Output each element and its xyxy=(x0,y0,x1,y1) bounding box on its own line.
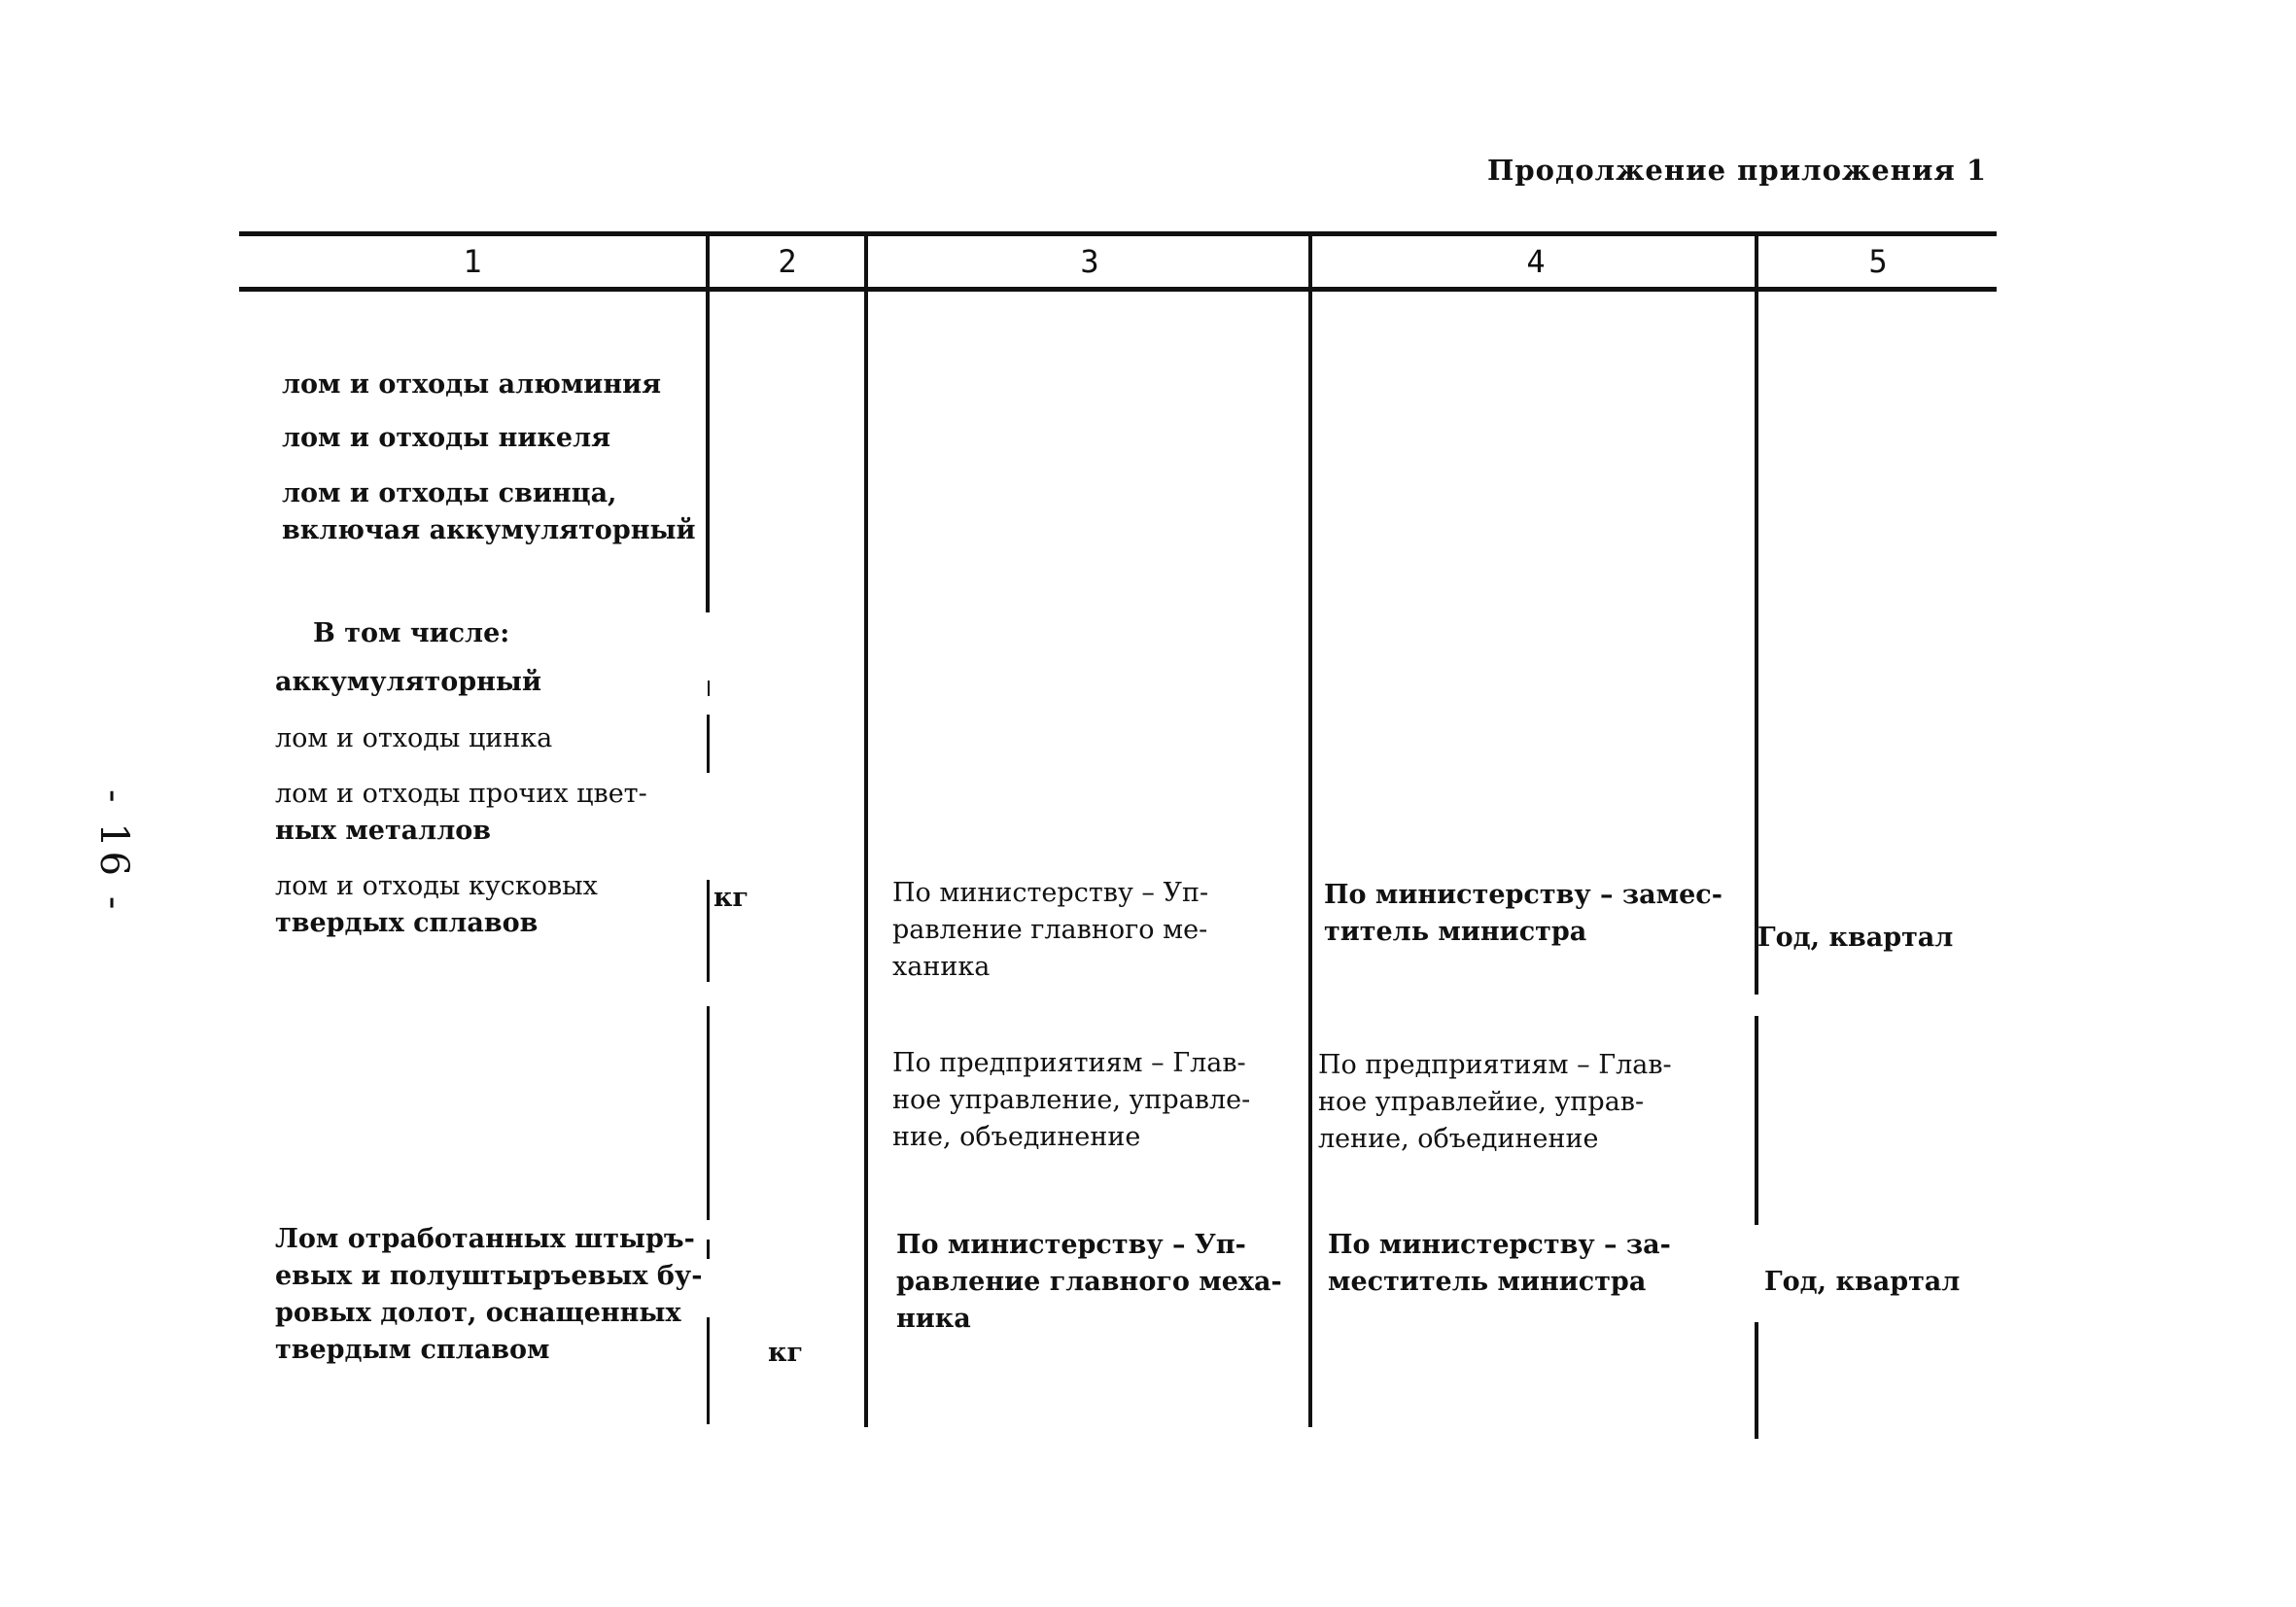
column-header-2: 2 xyxy=(778,243,797,280)
column-divider-1-2 xyxy=(707,880,710,982)
row-drill-bits-col3-line-3: ника xyxy=(896,1304,971,1334)
page-number: - 16 - xyxy=(91,789,136,914)
row-drill-bits-col5: Год, квартал xyxy=(1764,1267,1961,1297)
including-heading: В том числе: xyxy=(313,618,510,648)
row-drill-bits-col3-line-2: равление главного меха- xyxy=(896,1267,1282,1297)
column-divider-1-2 xyxy=(707,1006,710,1220)
row-enterprises-col4-line-2: ное управлейие, управ- xyxy=(1318,1087,1645,1117)
column-divider-1-2 xyxy=(707,1317,710,1424)
row-drill-bits-line-1: Лом отработанных штыръ- xyxy=(275,1224,695,1254)
row-lead-line-1: лом и отходы свинца, xyxy=(282,478,617,508)
row-enterprises-col3-line-1: По предприятиям – Глав- xyxy=(892,1048,1246,1078)
column-divider-1-2 xyxy=(708,681,710,696)
row-drill-bits-col4-line-2: меститель министра xyxy=(1328,1267,1647,1297)
column-divider-4-5 xyxy=(1755,1016,1758,1225)
row-hard-alloys-col3-line-3: ханика xyxy=(892,952,991,982)
row-drill-bits-col3-line-1: По министерству – Уп- xyxy=(896,1230,1246,1260)
row-enterprises-col4-line-3: ление, объединение xyxy=(1318,1124,1599,1154)
column-divider-1-2 xyxy=(707,715,710,773)
row-aluminium: лом и отходы алюминия xyxy=(282,369,662,400)
appendix-continuation-caption: Продолжение приложения 1 xyxy=(1487,154,1988,187)
column-divider-3-4 xyxy=(1308,236,1312,1427)
column-divider-4-5 xyxy=(1755,236,1758,995)
row-enterprises-col3-line-2: ное управление, управле- xyxy=(892,1085,1251,1115)
row-hard-alloys-line-1: лом и отходы кусковых xyxy=(275,871,598,901)
row-drill-bits-line-3: ровых долот, оснащенных xyxy=(275,1298,681,1328)
table-top-rule xyxy=(239,231,1997,236)
row-zinc: лом и отходы цинка xyxy=(275,723,553,753)
row-hard-alloys-unit: кг xyxy=(713,883,749,913)
row-other-metals-line-1: лом и отходы прочих цвет- xyxy=(275,779,647,809)
row-drill-bits-col4-line-1: По министерству – за- xyxy=(1328,1230,1671,1260)
column-header-4: 4 xyxy=(1526,243,1546,280)
row-drill-bits-line-4: твердым сплавом xyxy=(275,1335,550,1365)
row-hard-alloys-col5: Год, квартал xyxy=(1757,923,1954,953)
row-nickel: лом и отходы никеля xyxy=(282,423,611,453)
column-header-1: 1 xyxy=(463,243,482,280)
column-divider-4-5 xyxy=(1755,1322,1758,1439)
column-header-3: 3 xyxy=(1080,243,1099,280)
row-hard-alloys-line-2: твердых сплавов xyxy=(275,908,539,938)
column-divider-1-2 xyxy=(706,236,710,612)
row-lead-line-2: включая аккумуляторный xyxy=(282,515,696,545)
row-hard-alloys-col3-line-2: равление главного ме- xyxy=(892,915,1208,945)
column-divider-2-3 xyxy=(864,236,868,1427)
row-other-metals-line-2: ных металлов xyxy=(275,816,492,846)
table-header-rule xyxy=(239,287,1997,292)
column-divider-1-2 xyxy=(707,1240,710,1259)
row-drill-bits-line-2: евых и полуштыръевых бу- xyxy=(275,1261,703,1291)
row-hard-alloys-col4-line-1: По министерству – замес- xyxy=(1324,880,1722,910)
row-battery: аккумуляторный xyxy=(275,667,541,697)
row-enterprises-col3-line-3: ние, объединение xyxy=(892,1122,1141,1152)
row-drill-bits-unit: кг xyxy=(768,1338,804,1368)
column-header-5: 5 xyxy=(1868,243,1888,280)
row-enterprises-col4-line-1: По предприятиям – Глав- xyxy=(1318,1050,1672,1080)
row-hard-alloys-col3-line-1: По министерству – Уп- xyxy=(892,878,1209,908)
row-hard-alloys-col4-line-2: титель министра xyxy=(1324,917,1587,947)
